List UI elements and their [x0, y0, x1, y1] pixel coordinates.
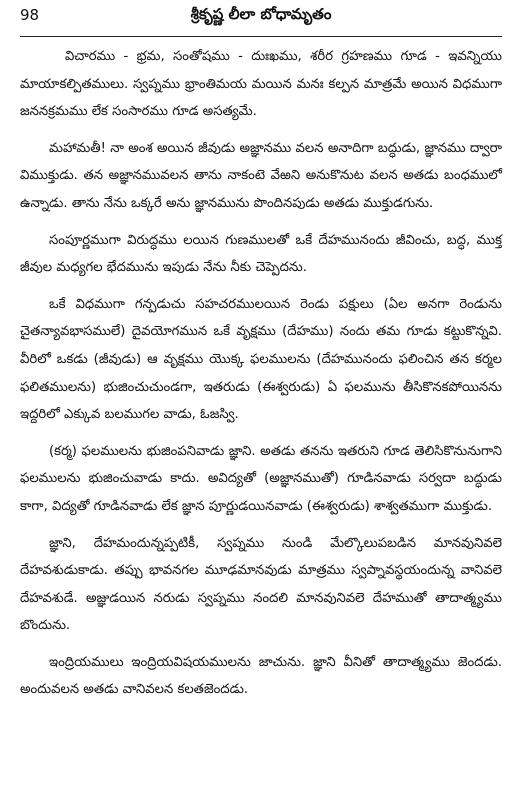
page-header [20, 0, 502, 36]
page-number: 98 [20, 6, 40, 24]
paragraph-3: సంపూర్ణముగా విరుద్ధము లయిన గుణములతో ఒకే దేహమునందు జీవించు, బద్ధ, ముక్త జీవుల మధ్యగల భేదమును ఇపుడు నేను నీకు చెప్పెదను. [20, 232, 502, 276]
paragraph-6: జ్ఞాని, దేహమందున్నప్పటికీ, స్వప్నము నుండి మేల్కొలుపబడిన మానవునివలె దేహవశుడుకాడు. తప్పు భావనగల మూఢమానవుడు మాత్రము స్వప్నావస్థయందున్న వానివలె దేహవశుడే. అజ్ఞుడయిన నరుడు స్వప్నము నందలి మానవునివలె దేహముతో తాదాత్మ్యము బొందును. [20, 535, 502, 634]
paragraph-2: మహామతీ! నా అంశ అయిన జీవుడు అజ్ఞానము వలన అనాదిగా బద్ధుడు, జ్ఞానము ద్వారా విముక్తుడు. తన అజ్ఞానమువలన తాను నాకంటె వేఱని అనుకొనుట వలన అతడు బంధములో ఉన్నాడు. తాను నేను ఒక్కరే అను జ్ఞానమును పొందినపుడు అతడు ముక్తుడగును. [20, 140, 502, 211]
running-title: శ్రీకృష్ణ లీలా బోధామృతం [190, 5, 332, 23]
paragraph-7: ఇంద్రియములు ఇంద్రియవిషయములను జాచును. జ్ఞాని వీనితో తాదాత్మ్యము జెందడు. అందువలన అతడు వానివలన కలతజెందడు. [20, 654, 502, 698]
paragraph-1: విచారము - భ్రమ, సంతోషము - దుఃఖము, శరీర గ్రహణము గూడ - ఇవన్నియు మాయాకల్పితములు. స్వప్నము భ్రాంతిమయ మయిన మనః కల్పన మాత్రమే అయిన విధముగా జననక్రమము లేక సంసారము గూడ అసత్యమే. [20, 49, 502, 120]
body-text [20, 43, 502, 704]
paragraph-4: ఒకే విధముగా గన్పడుచు సహచరములయిన రెండు పక్షులు (ఏల అనగా రెండును చైతన్యావభాసములే) దైవయోగమున ఒకే వృక్షము (దేహము) నందు తమ గూడు కట్టుకొన్నవి. వీరిలో ఒకడు (జీవుడు) ఆ వృక్షము యొక్క ఫలములను (దేహమునందు ఫలించిన తన కర్మల ఫలితములను) భుజించుచుండగా, ఇతరుడు (ఈశ్వరుడు) ఏ ఫలమును తీసికొనకపోయినను ఇద్దరిలో ఎక్కువ బలముగల వాడు, ఓజస్వి. [20, 296, 502, 423]
paragraph-5: (కర్మ) ఫలములను భుజింపనివాడు జ్ఞాని. అతడు తనను ఇతరుని గూడ తెలిసికొనునుగాని ఫలములను భుజించువాడు కాదు. అవిద్యతో (అజ్ఞానముతో) గూడినవాడు సర్వదా బద్ధుడు కాగా, విద్యతో గూడినవాడు లేక జ్ఞాన పూర్ణుడయినవాడు (ఈశ్వరుడు) శాశ్వతముగా ముక్తుడు. [20, 443, 502, 514]
header-rule [20, 36, 502, 37]
